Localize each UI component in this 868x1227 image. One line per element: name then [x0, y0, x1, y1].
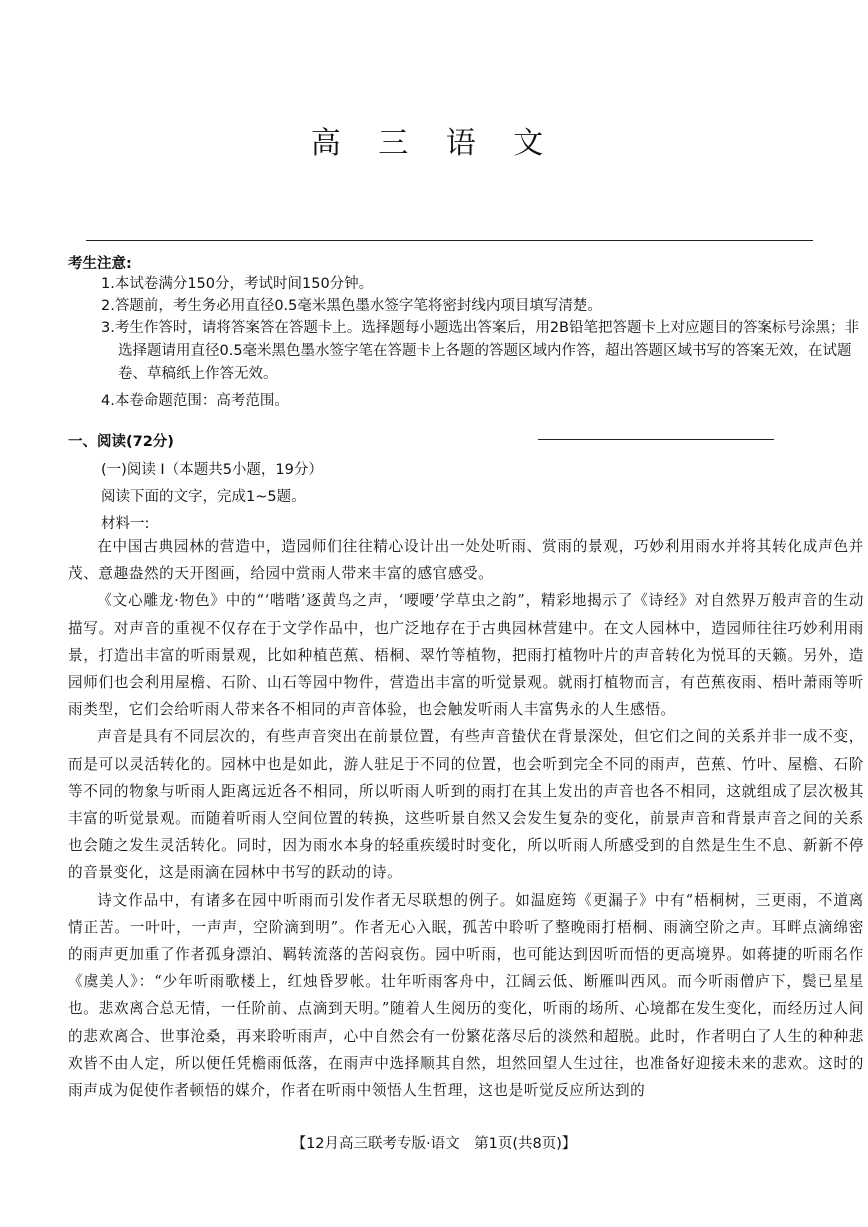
paragraph-1: 在中国古典园林的营造中，造园师们往往精心设计出一处处听雨、赏雨的景观，巧妙利用雨水并将其转化成声色并茂、意趣盎然的天开图画，给园中赏雨人带来丰富的感官感受。: [68, 538, 864, 583]
header-divider: [86, 240, 813, 241]
notice-item-1: 1.本试卷满分150分，考试时间150分钟。: [101, 276, 374, 292]
material-label: 材料一:: [101, 516, 150, 532]
notice-item-3: [101, 317, 865, 386]
notice-item-2: 2.答题前，考生务必用直径0.5毫米黑色墨水签字笔将密封线内项目填写清楚。: [101, 298, 602, 314]
paragraph-4: 诗文作品中，有诸多在园中听雨而引发作者无尽联想的例子。如温庭筠《更漏子》中有“梧桐树，三更雨，不道离情正苦。一叶叶，一声声，空阶滴到明”。作者无心入眠，孤苦中聆听了整晚雨打梧桐、雨滴空阶之声。耳畔点滴绵密的雨声更加重了作者孤身漂泊、羁转流落的苦闷哀伤。园中听雨，也可能达到因听而悟的更高境界。如蒋捷的听雨名作《虞美人》：“少年听雨歌楼上，红烛昏罗帐。壮年听雨客舟中，江阔云低、断雁叫西风。而今听雨僧庐下，鬓已星星也。悲欢离合总无情，一任阶前、点滴到天明。”随着人生阅历的变化，听雨的场所、心境都在发生变化，而经历过人间的悲欢离合、世事沧桑，再来聆听雨声，心中自然会有一份繁花落尽后的淡然和超脱。此时，作者明白了人生的种种悲欢皆不由人定，所以便任凭檐雨低落，在雨声中选择顺其自然，坦然回望人生过往，也准备好迎接未来的悲欢。这时的雨声成为促使作者顿悟的媒介，作者在听雨中领悟人生哲理，这也是听觉反应所达到的: [68, 891, 864, 1100]
page-title: 高 三 语 文: [310, 126, 558, 161]
material-body: [68, 533, 864, 1104]
notice-item-4: 4.本卷命题范围：高考范围。: [101, 393, 289, 409]
section-heading: 一、阅读(72分): [68, 434, 174, 450]
notice-heading: 考生注意:: [68, 256, 132, 272]
paragraph-3: 声音是具有不同层次的，有些声音突出在前景位置，有些声音蛰伏在背景深处，但它们之间的关系并非一成不变，而是可以灵活转化的。园林中也是如此，游人驻足于不同的位置，也会听到完全不同的雨声，芭蕉、竹叶、屋檐、石阶等不同的物象与听雨人距离远近各不相同，所以听雨人听到的雨打在其上发出的声音也各不相同，这就组成了层次极其丰富的听觉景观。而随着听雨人空间位置的转换，这些听景自然又会发生复杂的变化，前景声音和背景声音之间的关系也会随之发生灵活转化。同时，因为雨水本身的轻重疾缓时时变化，所以听雨人所感受到的自然是生生不息、新新不停的音景变化，这是雨滴在园林中书写的跃动的诗。: [68, 728, 864, 882]
paragraph-2: 《文心雕龙·物色》中的“‘喈喈’逐黄鸟之声，‘喓喓’学草虫之韵”，精彩地揭示了《诗经》对自然界万般声音的生动描写。对声音的重视不仅存在于文学作品中，也广泛地存在于古典园林营建中。在文人园林中，造园师往往巧妙利用雨景，打造出丰富的听雨景观，比如种植芭蕉、梧桐、翠竹等植物，把雨打植物叶片的声音转化为悦耳的天籁。另外，造园师们也会利用屋檐、石阶、山石等园中物件，营造出丰富的听觉景观。就雨打植物而言，有芭蕉夜雨、梧叶萧雨等听雨类型，它们会给听雨人带来各不相同的声音体验，也会触发听雨人丰富隽永的人生感悟。: [68, 592, 864, 719]
notice-item-3-text: 3.考生作答时，请将答案答在答题卡上。选择题每小题选出答案后，用2B铅笔把答题卡上对应题目的答案标号涂黑；非选择题请用直径0.5毫米黑色墨水签字笔在答题卡上各题的答题区域内作答，超出答题区域书写的答案无效，在试题卷、草稿纸上作答无效。: [101, 320, 860, 382]
section-subheading: (一)阅读 I（本题共5小题，19分）: [101, 462, 323, 478]
page-footer: 【12月高三联考专版·语文 第1页(共8页)】: [291, 1136, 577, 1152]
section-score-line: [538, 439, 774, 440]
section-instruction: 阅读下面的文字，完成1~5题。: [101, 489, 306, 505]
